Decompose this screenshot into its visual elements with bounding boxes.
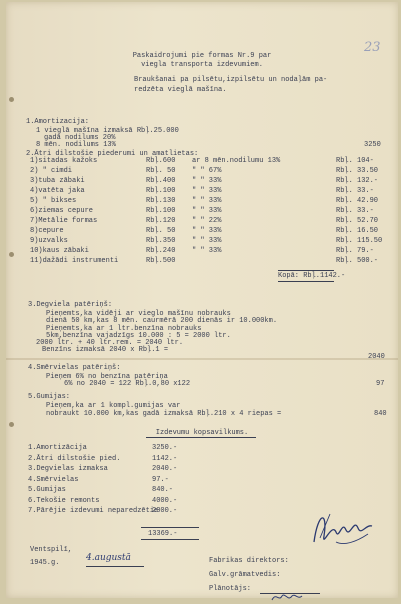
s2-item-name: 10)kaus zābaki: [30, 247, 89, 255]
s2-item-sum: Rbļ. 132.-: [336, 177, 379, 185]
s2-item-rate: " " 33%: [192, 207, 222, 215]
s2-item-name: 11)dažādi instrumenti: [30, 257, 119, 265]
date-handwritten: 4.augustā: [86, 553, 131, 563]
s2-total: Kopā: Rbļ.1142.-: [278, 272, 346, 280]
s2-item-rate: " " 33%: [192, 237, 222, 245]
summary-heading-underline: [146, 437, 256, 438]
document-page: [6, 2, 398, 598]
summary-item-value: 840.-: [152, 486, 174, 494]
planner-signature: [270, 590, 304, 604]
summary-item-value: 97.-: [152, 475, 169, 484]
summary-item-label: 3.Degvielas izmaksa: [28, 465, 108, 473]
s2-item-rate: " " 33%: [192, 197, 222, 205]
s2-item-price: Rbļ.120: [146, 217, 176, 225]
s3-line4: 5km,benzīna vajadzīgs 10.000 : 5 = 2000 ltr.: [46, 332, 231, 340]
director-label: Fabrikas direktors:: [209, 557, 289, 565]
s2-item-sum: Rbļ. 115.50: [336, 237, 383, 245]
s2-item-sum: Rbļ. 33.-: [336, 207, 374, 215]
summary-item-label: 1.Amortizācija: [28, 444, 87, 452]
s4-line2: 6% no 2040 = 122 Rbļ.0,80 x122: [64, 380, 191, 388]
folio-number: 23: [364, 40, 381, 55]
date-year: 1945.g.: [30, 559, 60, 567]
s3-line3: Pieņemts,ka ar 1 ltr.benzīna nobrauks: [46, 325, 202, 333]
s3-line5: 2000 ltr. + 40 ltr.rem. = 2040 ltr.: [36, 339, 184, 347]
s2-total-underline: [278, 281, 334, 282]
s2-item-price: Rbļ.100: [146, 207, 176, 215]
s2-item-sum: Rbļ. 104-: [336, 157, 374, 165]
s2-item-sum: Rbļ. 52.70: [336, 217, 379, 225]
s2-item-name: 1)sitadas kažoks: [30, 157, 98, 165]
s2-item-price: Rbļ.130: [146, 197, 176, 205]
s4-total: 97: [376, 380, 385, 388]
section-5-heading: 5.Gumijas:: [28, 393, 71, 401]
s2-item-rate: " " 22%: [192, 217, 222, 225]
s2-item-name: 4)vatēta jaka: [30, 187, 85, 195]
s2-item-rate: " " 33%: [192, 227, 222, 235]
s2-item-rate: ar 8 mēn.nodilumu 13%: [192, 157, 281, 165]
date-underline: [86, 566, 144, 567]
s3-line1: Pieņemts,ka vidēji ar vieglo mašīnu nobrauks: [46, 310, 231, 318]
s2-item-name: 6)ziemas cepure: [30, 207, 94, 215]
s2-item-name: 2) " cimdi: [30, 167, 73, 175]
section-4-heading: 4.Smērvielas patēriņš:: [28, 364, 121, 372]
accountant-label: Galv.grāmatvedis:: [209, 571, 281, 579]
summary-item-value: 4000.-: [152, 496, 178, 505]
s2-item-name: 7)Metālie formas: [30, 217, 98, 225]
s2-item-price: Rbļ.240: [146, 247, 176, 255]
s3-total: 2040: [368, 353, 385, 361]
doc-title-line2: viegla transporta izdevumiem.: [141, 61, 263, 69]
s5-total: 840: [374, 410, 387, 418]
s2-item-rate: " " 33%: [192, 177, 222, 185]
s2-item-name: 3)tuba zābaki: [30, 177, 85, 185]
doc-title-line1: Paskaidrojumi pie formas Nr.9 par: [132, 52, 272, 60]
s2-item-name: 5) " bikses: [30, 197, 77, 205]
s2-item-price: Rbļ. 50: [146, 167, 176, 175]
section-1-heading: 1.Amortizacija:: [26, 118, 90, 126]
summary-item-label: 6.Tekošie remonts: [28, 496, 100, 505]
summary-item-value: 3250.-: [152, 444, 178, 452]
s2-item-sum: Rbļ. 42.90: [336, 197, 379, 205]
s2-item-name: 8)cepure: [30, 227, 64, 235]
planner-label: Plānotājs:: [209, 585, 252, 593]
s1-total: 3250: [364, 141, 381, 149]
s2-item-price: Rbļ.100: [146, 187, 176, 195]
summary-total: 13369.-: [148, 530, 178, 538]
s2-item-price: Rbļ.500: [146, 257, 176, 265]
s2-item-price: Rbļ. 50: [146, 227, 176, 235]
section-3-heading: 3.Degviela patēriņš:: [28, 301, 113, 309]
summary-item-label: 7.Pārējie izdevumi neparedzētie: [28, 507, 159, 515]
s2-item-rate: " " 33%: [192, 187, 222, 195]
s2-item-rate: " " 33%: [192, 247, 222, 255]
s2-item-price: Rbļ.350: [146, 237, 176, 245]
s5-line2: nobraukt 10.000 km,kas gadā izmaksā Rbļ.210 x 4 riepas =: [46, 410, 282, 418]
s4-line1: Pieņem 6% no benzīna patēriņa: [46, 373, 168, 381]
s2-item-sum: Rbļ. 33.50: [336, 167, 379, 175]
s3-line2: dienā 50 km,kas 8 mēn. caurmērā 200 dienās ir 10.000km.: [46, 317, 278, 325]
intro-line1: Braukšanai pa pilsētu,izpilsētu un nodaļām pa-: [134, 76, 328, 84]
s3-line6: Benzīns izmaksā 2040 x Rbļ.1 =: [42, 346, 169, 354]
summary-item-label: 4.Smērvielas: [28, 475, 79, 484]
s1-line1: 1 vieglā mašīna izmaksā Rbļ.25.000: [36, 127, 179, 135]
s2-item-name: 9)uzvalks: [30, 237, 68, 245]
summary-item-label: 5.Gumijas: [28, 486, 66, 494]
s2-item-price: Rbļ.400: [146, 177, 176, 185]
intro-line2: redzēta vieglā mašīna.: [134, 86, 227, 94]
summary-total-rule: [141, 527, 199, 528]
s5-line1: Pieņem,ka ar 1 kompl.gumijas var: [46, 402, 181, 410]
summary-item-value: 1142.-: [152, 454, 178, 463]
summary-total-underline: [141, 539, 199, 540]
summary-item-value: 2000.-: [152, 507, 178, 515]
s1-line3: 8 mēn. nodilums 13%: [36, 141, 116, 149]
s2-total-rule: [278, 270, 334, 271]
director-signature: [306, 502, 378, 554]
paper-fold: [6, 358, 398, 360]
s2-item-sum: Rbļ. 16.50: [336, 227, 379, 235]
s2-item-sum: Rbļ. 33.-: [336, 187, 374, 195]
summary-item-label: 2.Ātri dilstošie pied.: [28, 454, 121, 463]
summary-item-value: 2040.-: [152, 465, 178, 473]
section-2-heading: 2.Ātri dilstošie piederumi un amatlietas:: [26, 150, 199, 158]
place: Ventspilī,: [30, 546, 73, 554]
s2-item-price: Rbļ.600: [146, 157, 176, 165]
summary-heading: Izdevumu kopsavilkums.: [155, 429, 249, 437]
s1-line2: gadā nodilums 20%: [44, 134, 116, 142]
s2-item-sum: Rbļ. 79.-: [336, 247, 374, 255]
s2-item-rate: " " 67%: [192, 167, 222, 175]
s2-item-sum: Rbļ. 500.-: [336, 257, 379, 265]
